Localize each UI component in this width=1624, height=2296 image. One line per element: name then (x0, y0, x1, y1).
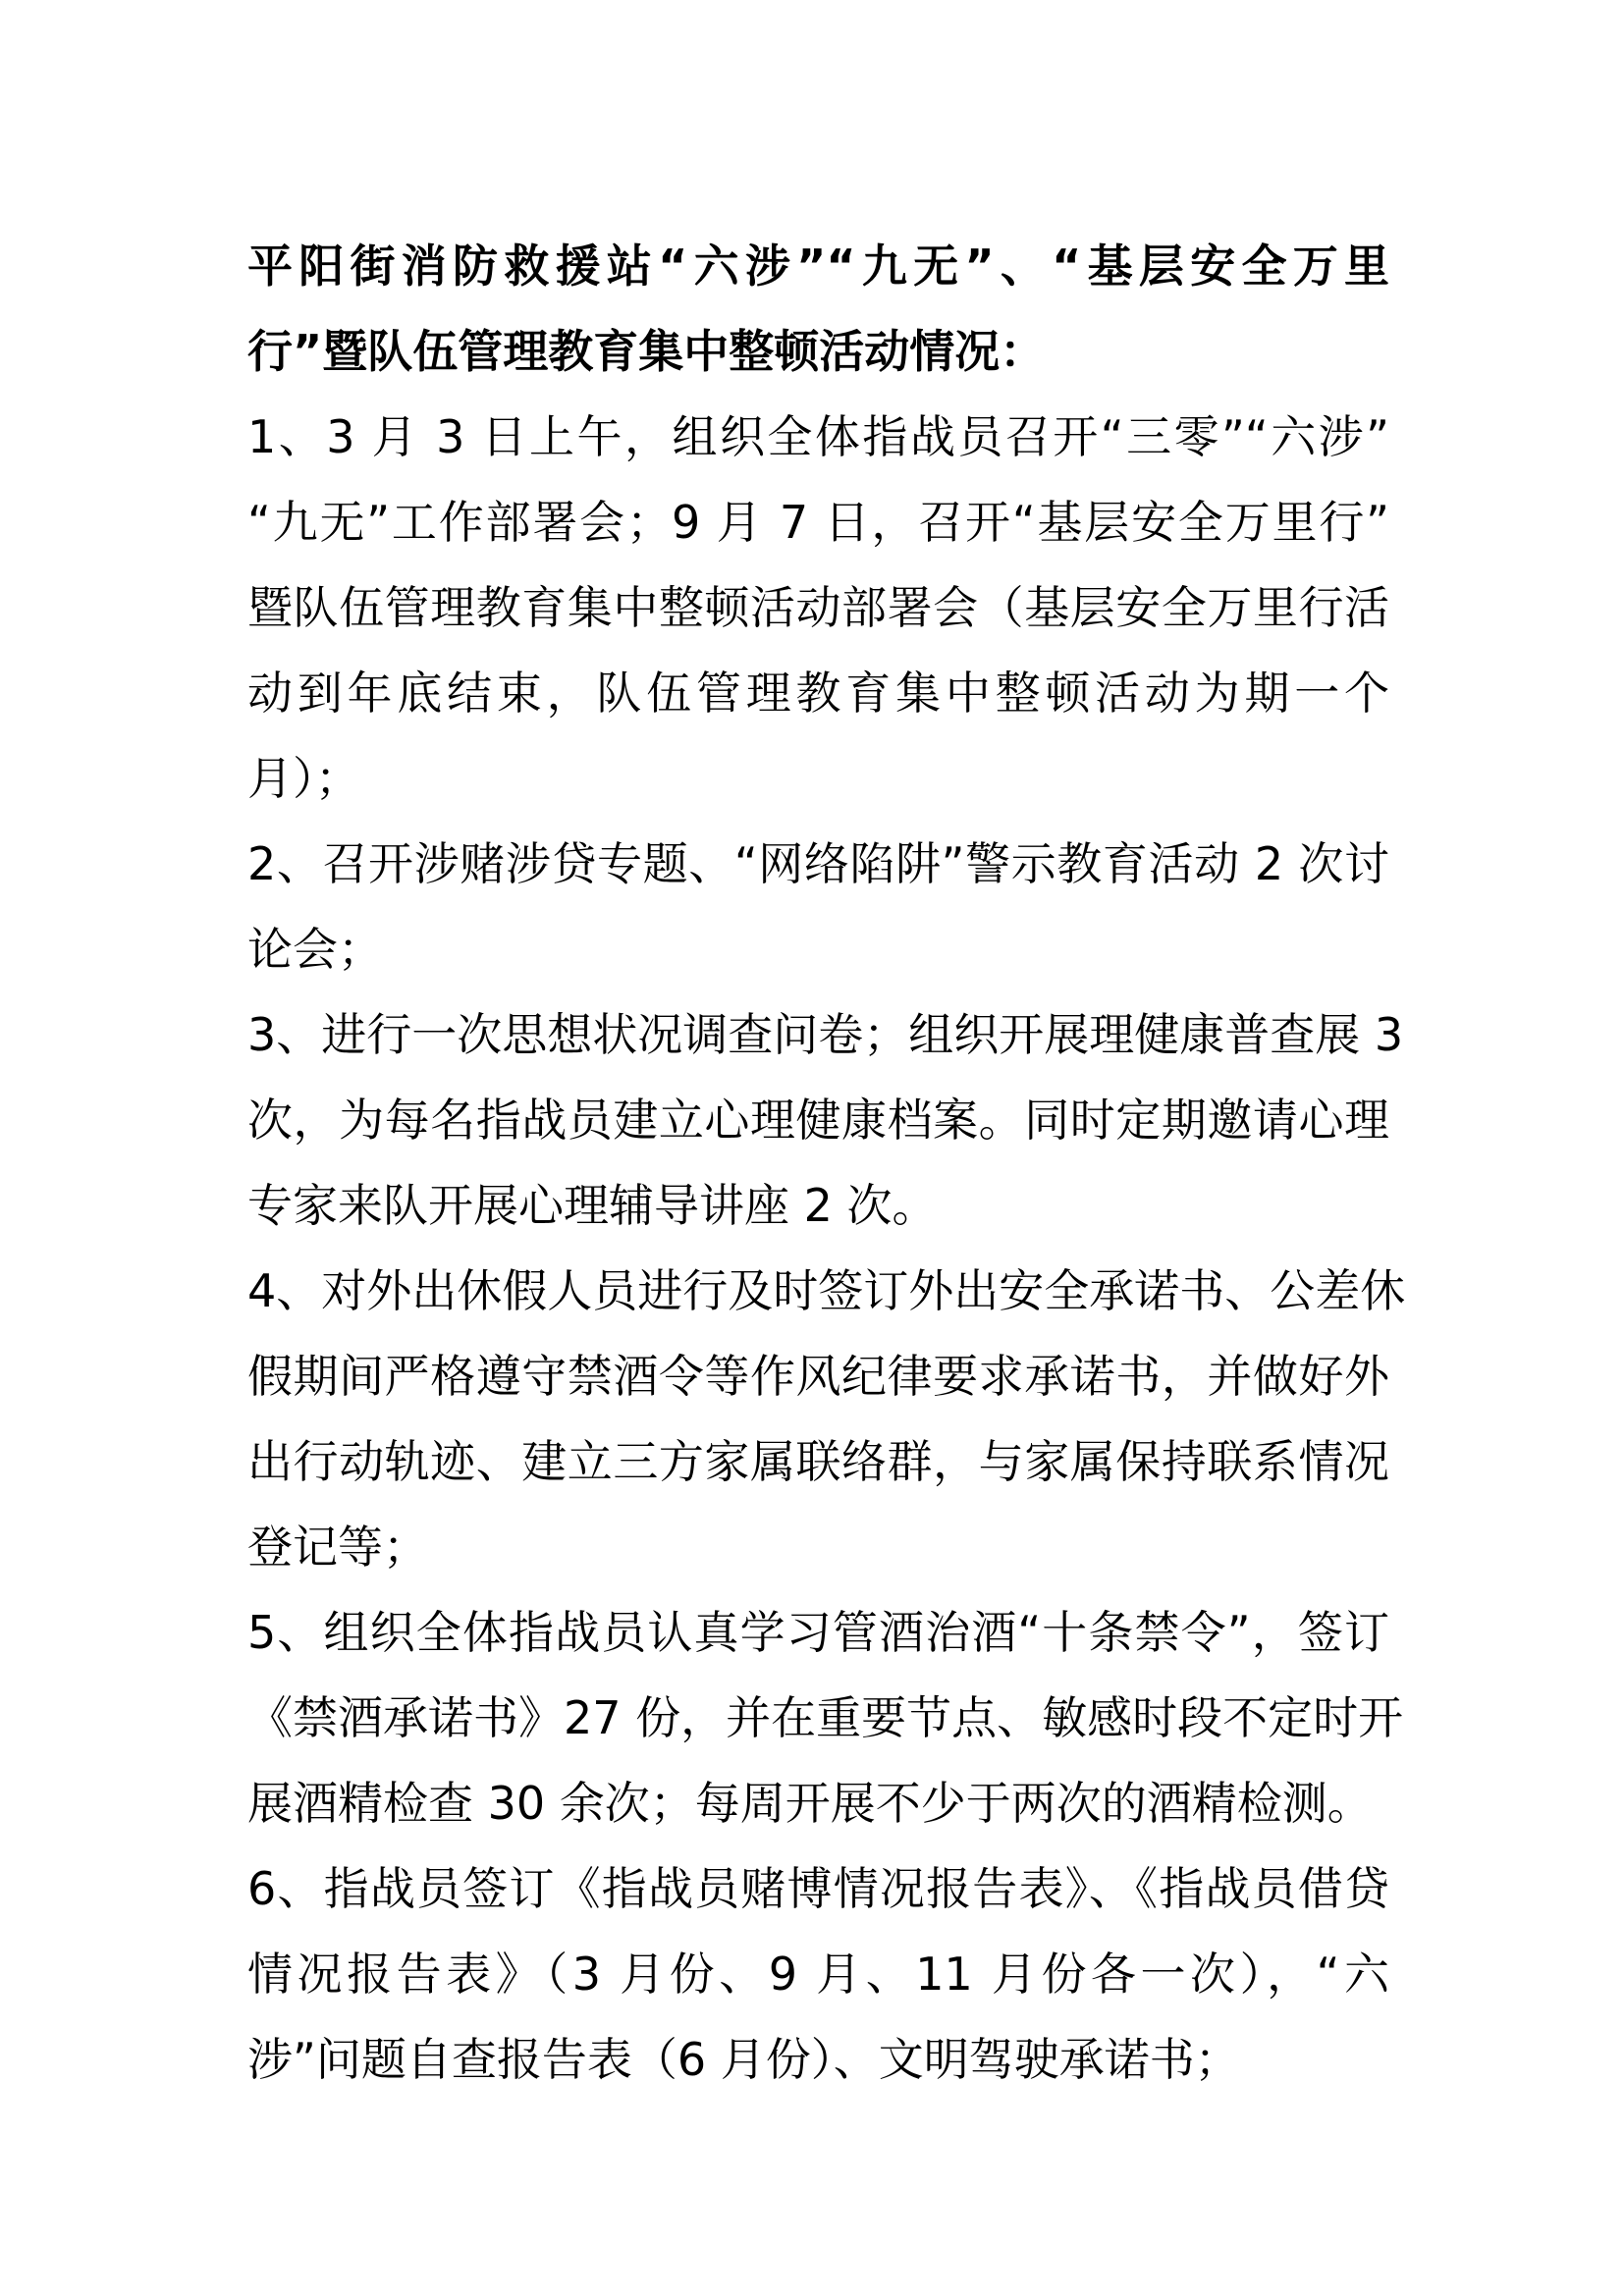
item-line: 6、指战员签订《指战员赌博情况报告表》、《指战员借贷 (247, 1862, 1389, 1915)
item-line: 3、进行一次思想状况调查问卷；组织开展理健康普查展 3 (247, 1008, 1404, 1061)
item-line: 2、召开涉赌涉贷专题、“网络陷阱”警示教育活动 2 次讨 (247, 837, 1389, 890)
item-line: 《禁酒承诺书》27 份，并在重要节点、敏感时段不定时开 (247, 1691, 1404, 1744)
item-4 (247, 1249, 1406, 1590)
document-page (247, 224, 1406, 2103)
document-title (247, 224, 1389, 395)
title-line: 行”暨队伍管理教育集中整顿活动情况： (247, 325, 1046, 378)
item-line: 次，为每名指战员建立心理健康档案。同时定期邀请心理 (247, 1094, 1389, 1147)
item-line: 情况报告表》（3 月份、9 月、11 月份各一次），“六 (247, 1948, 1389, 2001)
item-2 (247, 822, 1389, 992)
item-line: 出行动轨迹、建立三方家属联络群，与家属保持联系情况 (247, 1435, 1389, 1488)
item-line: 暨队伍管理教育集中整顿活动部署会（基层安全万里行活 (247, 581, 1389, 634)
item-line: 4、对外出休假人员进行及时签订外出安全承诺书、公差休 (247, 1264, 1406, 1317)
item-1 (247, 395, 1389, 822)
item-line: 5、组织全体指战员认真学习管酒治酒“十条禁令”，签订 (247, 1606, 1389, 1659)
item-line: 涉”问题自查报告表（6 月份）、文明驾驶承诺书； (247, 2033, 1240, 2086)
item-line: 登记等； (247, 1521, 428, 1574)
item-line: 论会； (247, 923, 383, 976)
item-line: 月）； (247, 752, 360, 805)
item-line: 1、3 月 3 日上午，组织全体指战员召开“三零”“六涉” (247, 410, 1389, 463)
item-6 (247, 1846, 1389, 2103)
item-line: 假期间严格遵守禁酒令等作风纪律要求承诺书，并做好外 (247, 1350, 1389, 1403)
item-line: “九无”工作部署会；9 月 7 日，召开“基层安全万里行” (247, 496, 1389, 549)
item-line: 专家来队开展心理辅导讲座 2 次。 (247, 1179, 938, 1232)
item-line: 展酒精检查 30 余次；每周开展不少于两次的酒精检测。 (247, 1777, 1373, 1830)
item-3 (247, 992, 1404, 1249)
title-line: 平阳街消防救援站“六涉”“九无”、“基层安全万里 (247, 240, 1389, 293)
item-line: 动到年底结束，队伍管理教育集中整顿活动为期一个 (247, 667, 1389, 720)
item-5 (247, 1590, 1404, 1846)
